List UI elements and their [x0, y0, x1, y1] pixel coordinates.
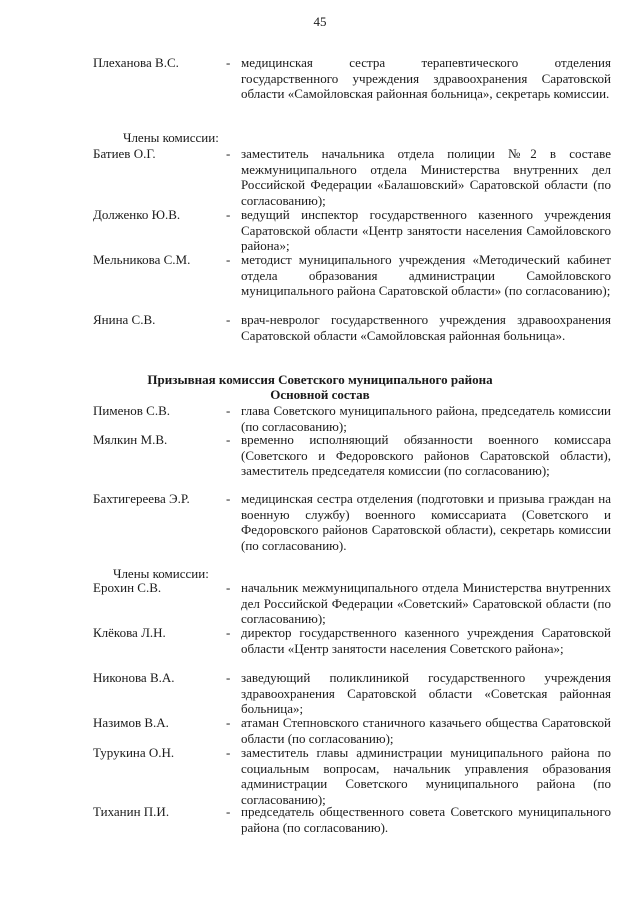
member-position: медицинская сестра терапевтического отделения государственного учреждения здравоохранения Саратовской области «Самойловская районная больница», секретарь комиссии. [241, 55, 611, 102]
member-position: ведущий инспектор государственного казенного учреждения Саратовской области «Центр занятости населения Самойловского района»; [241, 207, 611, 254]
dash-separator: - [226, 403, 231, 418]
member-name: Янина С.В. [93, 312, 156, 327]
dash-separator: - [226, 207, 231, 222]
member-name: Батиев О.Г. [93, 146, 156, 161]
member-name: Назимов В.А. [93, 715, 169, 730]
dash-separator: - [226, 55, 231, 70]
member-name: Пименов С.В. [93, 403, 171, 418]
member-position: директор государственного казенного учреждения Саратовской области «Центр занятости населения Советского района»; [241, 625, 611, 656]
member-position: атаман Степновского станичного казачьего общества Саратовской области (по согласованию); [241, 715, 611, 746]
section-subtitle: Основной состав [270, 387, 370, 402]
dash-separator: - [226, 252, 231, 267]
dash-separator: - [226, 745, 231, 760]
member-position: заместитель начальника отдела полиции №2 в составе межмуниципального отдела Министерства внутренних дел Российской Федерации «Балашовский» Саратовской области (по согласованию); [241, 146, 611, 208]
dash-separator: - [226, 146, 231, 161]
member-name: Мялкин М.В. [93, 432, 168, 447]
dash-separator: - [226, 804, 231, 819]
member-position: медицинская сестра отделения (подготовки и призыва граждан на военную службу) военного комиссариата (Советского и Федоровского районов Саратовской области), секретарь комиссии (по согласованию). [241, 491, 611, 553]
member-position: методист муниципального учреждения «Методический кабинет отдела образования администрации Самойловского муниципального района Саратовской области» (по согласованию); [241, 252, 611, 299]
member-name: Турукина О.Н. [93, 745, 175, 760]
member-name: Долженко Ю.В. [93, 207, 181, 222]
members-label: Члены комиссии: [113, 566, 209, 581]
member-position: глава Советского муниципального района, председатель комиссии (по согласованию); [241, 403, 611, 434]
dash-separator: - [226, 580, 231, 595]
dash-separator: - [226, 670, 231, 685]
member-name: Тиханин П.И. [93, 804, 170, 819]
section-title: Призывная комиссия Советского муниципального района [147, 372, 493, 387]
members-label: Члены комиссии: [123, 130, 219, 145]
dash-separator: - [226, 491, 231, 506]
member-name: Никонова В.А. [93, 670, 175, 685]
member-position: заведующий поликлиникой государственного учреждения здравоохранения Саратовской области «Советская районная больница»; [241, 670, 611, 717]
member-name: Плеханова В.С. [93, 55, 179, 70]
member-position: заместитель главы администрации муниципального района по социальным вопросам, начальник управления образования администрации Советского муниципального района (по согласованию); [241, 745, 611, 807]
member-name: Бахтигереева Э.Р. [93, 491, 190, 506]
member-name: Клёкова Л.Н. [93, 625, 166, 640]
dash-separator: - [226, 625, 231, 640]
dash-separator: - [226, 715, 231, 730]
page-number: 45 [313, 14, 327, 29]
dash-separator: - [226, 312, 231, 327]
member-position: председатель общественного совета Советского муниципального района (по согласованию). [241, 804, 611, 835]
member-position: начальник межмуниципального отдела Министерства внутренних дел Российской Федерации «Советский» Саратовской области (по согласованию); [241, 580, 611, 627]
dash-separator: - [226, 432, 231, 447]
member-name: Мельникова С.М. [93, 252, 191, 267]
member-name: Ерохин С.В. [93, 580, 162, 595]
member-position: временно исполняющий обязанности военного комиссара (Советского и Федоровского районов Саратовской области), заместитель председателя комиссии (по согласованию); [241, 432, 611, 479]
member-position: врач-невролог государственного учреждения здравоохранения Саратовской области «Самойловская районная больница». [241, 312, 611, 343]
